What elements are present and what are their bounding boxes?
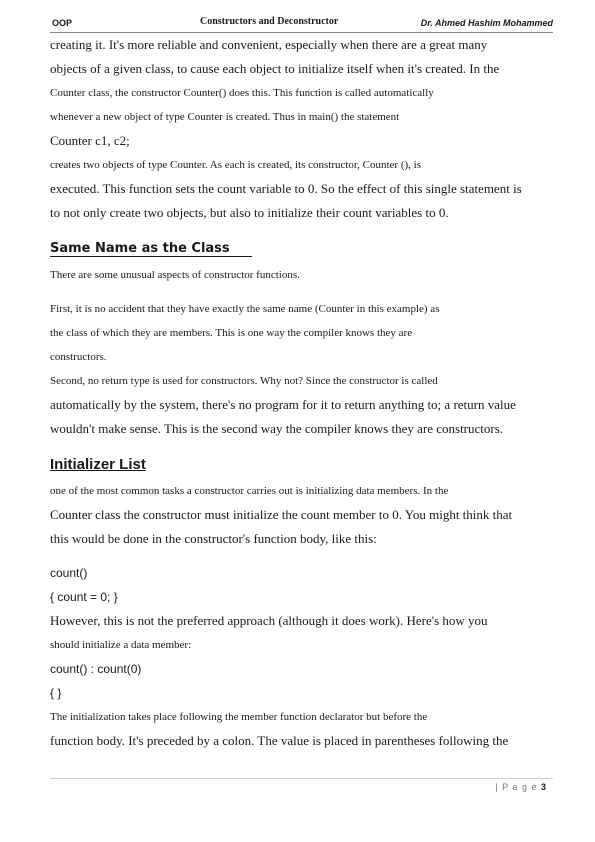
text-line: creating it. It's more reliable and convenient, especially when there are a great many xyxy=(50,37,488,52)
text-line: whenever a new object of type Counter is created. Thus in main() the statement xyxy=(50,111,400,123)
text-line: one of the most common tasks a constructor carries out is initializing data members. In the xyxy=(50,485,449,497)
header-title: Constructors and Deconstructor xyxy=(200,16,339,27)
code-line: { } xyxy=(50,686,62,700)
text-line: the class of which they are members. This is one way the compiler knows they are xyxy=(50,327,413,339)
page-number: | P a g e 3 xyxy=(495,782,547,792)
text-line: constructors. xyxy=(50,351,107,363)
text-line: should initialize a data member: xyxy=(50,639,192,651)
text-line: executed. This function sets the count variable to 0. So the effect of this single statement is xyxy=(50,181,522,196)
text-line: this would be done in the constructor's function body, like this: xyxy=(50,531,377,546)
text-line: wouldn't make sense. This is the second way the compiler knows they are constructors. xyxy=(50,421,504,436)
text-line: Second, no return type is used for constructors. Why not? Since the constructor is called xyxy=(50,375,438,387)
text-line: First, it is no accident that they have exactly the same name (Counter in this example) as xyxy=(50,303,440,315)
text-line: However, this is not the preferred approach (although it does work). Here's how you xyxy=(50,613,488,628)
text-line: automatically by the system, there's no program for it to return anything to; a return value xyxy=(50,397,516,412)
section-heading-initializer-list: Initializer List xyxy=(50,456,146,473)
page-header xyxy=(50,14,553,33)
page-footer xyxy=(50,778,553,792)
code-line: count() : count(0) xyxy=(50,662,142,676)
text-line: Counter class, the constructor Counter() does this. This function is called automatically xyxy=(50,87,434,99)
page-body xyxy=(50,33,565,753)
text-line: function body. It's preceded by a colon. The value is placed in parentheses following the xyxy=(50,733,509,748)
text-line: The initialization takes place following the member function declarator but before the xyxy=(50,711,428,723)
text-line: objects of a given class, to cause each object to initialize itself when it's created. In the xyxy=(50,61,500,76)
text-line: Counter class the constructor must initialize the count member to 0. You might think that xyxy=(50,507,513,522)
code-line: { count = 0; } xyxy=(50,590,118,604)
text-line: creates two objects of type Counter. As each is created, its constructor, Counter (), is xyxy=(50,159,422,171)
section-heading-same-name: Same Name as the Class xyxy=(50,235,565,263)
text-line: to not only create two objects, but also to initialize their count variables to 0. xyxy=(50,205,449,220)
header-course: OOP xyxy=(52,18,73,28)
code-line: count() xyxy=(50,566,88,580)
text-line: There are some unusual aspects of constructor functions. xyxy=(50,269,300,281)
header-author: Dr. Ahmed Hashim Mohammed xyxy=(420,18,553,28)
code-line: Counter c1, c2; xyxy=(50,133,130,148)
